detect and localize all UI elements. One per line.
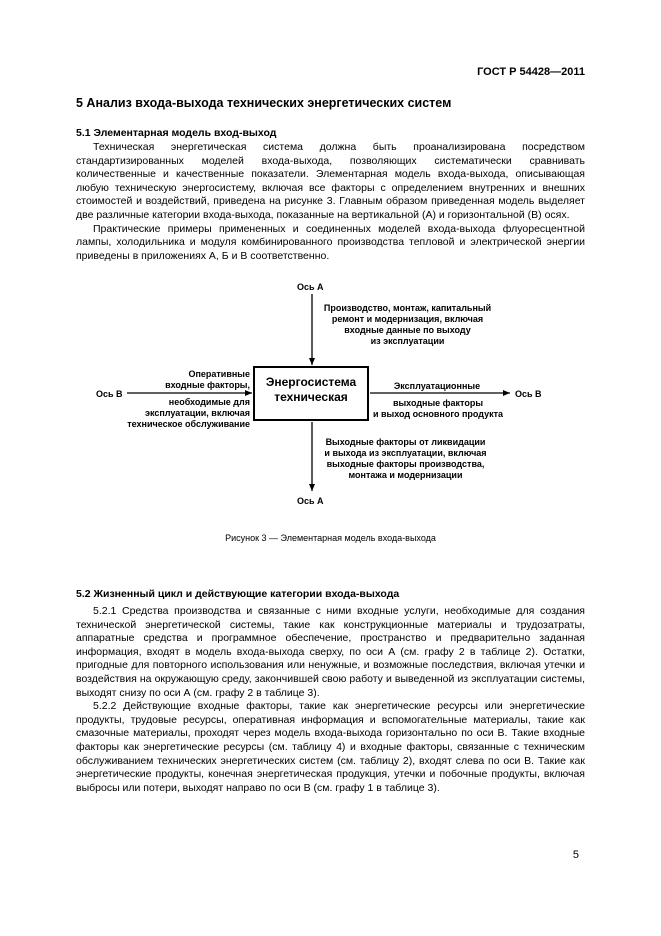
section-5-1-title: 5.1 Элементарная модель вход-выход xyxy=(76,127,277,139)
text-line: необходимые для xyxy=(168,397,250,407)
text-line: Производство, монтаж, капитальный xyxy=(323,303,492,313)
box-line-1: Энергосистема xyxy=(265,375,357,389)
text-line: Выходные факторы от ликвидации xyxy=(325,437,486,447)
axis-b-right-label: Ось В xyxy=(515,389,542,399)
left-inputs-text-upper xyxy=(122,369,250,391)
text-line: входные факторы, xyxy=(165,380,250,390)
text-line: и выход основного продукта xyxy=(372,409,504,419)
figure-caption: Рисунок 3 — Элементарная модель входа-выхода xyxy=(225,533,436,543)
section-5-title: 5 Анализ входа-выхода технических энергетических систем xyxy=(76,96,452,110)
text-line: и выхода из эксплуатации, включая xyxy=(324,448,487,458)
text-line: техническое обслуживание xyxy=(127,419,250,429)
axis-a-top-label: Ось А xyxy=(297,282,324,292)
text-line: из эксплуатации xyxy=(370,336,445,346)
axis-a-bottom-label: Ось А xyxy=(297,496,324,506)
box-line-2: техническая xyxy=(274,390,348,404)
text-line: монтажа и модернизации xyxy=(348,470,463,480)
energy-system-label xyxy=(254,375,368,405)
text-line: выходные факторы xyxy=(392,398,484,408)
paragraph: 5.2.1 Средства производства и связанные с ними входные услуги, необходимые для создания технической энергетической системы, такие как конструкционные материалы и трудозатраты, аппаратные средства и программное обеспечение, пространство и предварительно заданная информация, входят в модель входа-выхода сверху, по оси А (см. графу 2 в таблице 2). Остатки, пригодные для повторного использования или ненужные, и возможные последствия, включая утечки и воздействия на окружающую среду, закончившей свою работу и выведенной из эксплуатации системы, выходят снизу по оси А (см. графу 2 в таблице 3). xyxy=(76,605,585,699)
text-line: ремонт и модернизация, включая xyxy=(331,314,484,324)
text-line: эксплуатации, включая xyxy=(145,408,250,418)
text-line: Эксплуатационные xyxy=(393,381,481,391)
section-5-2-body xyxy=(76,605,585,795)
top-inputs-text xyxy=(320,303,495,347)
standard-number: ГОСТ Р 54428—2011 xyxy=(477,66,585,78)
bottom-outputs-text xyxy=(318,437,493,481)
paragraph: Техническая энергетическая система должна быть проанализирована посредством стандартизированных моделей входа-выхода, позволяющих систематически сравнивать количественные и качественные показатели. Элементарная модель входа-выхода, описывающая любую техническую энергосистему, включая все факторы с определением внутренних и внешних стоимостей и воздействий, приведена на рисунке 3. Главным образом приведенная модель выделяет две различные категории входа-выхода, показанные на вертикальной (А) и горизонтальной (В) осях. xyxy=(76,141,585,221)
text-line: выходные факторы производства, xyxy=(326,459,485,469)
paragraph: Практические примеры примененных и соединенных моделей входа-выхода флуоресцентной лампы, холодильника и модуля комбинированного производства тепловой и электрической энергии приведены в приложениях А, Б и В соответственно. xyxy=(76,222,585,262)
section-5-2-title: 5.2 Жизненный цикл и действующие категории входа-выхода xyxy=(76,588,400,600)
left-inputs-text-lower xyxy=(122,397,250,430)
paragraph: 5.2.2 Действующие входные факторы, такие как энергетические ресурсы или энергетические продукты, трудовые ресурсы, оперативная информация и вспомогательные материалы, такие как смазочные материалы, проходят через модель входа-выхода горизонтально по оси В. Такие входные факторы как энергетические ресурсы (см. таблицу 4) и входные факторы, связанные с техническим обслуживанием технических энергетических систем (см. таблицу 2), входят слева по оси В. Такие как энергетические продукты, конечная энергетическая продукция, утечки и побочные продукты, включая выбросы или потери, выходят направо по оси В (см. графу 1 в таблице 3). xyxy=(76,700,585,794)
text-line: входные данные по выходу xyxy=(344,325,471,335)
text-line: Оперативные xyxy=(188,369,250,379)
page-number: 5 xyxy=(572,849,579,861)
axis-b-left-label: Ось В xyxy=(96,389,123,399)
right-outputs-text-lower xyxy=(368,398,508,420)
right-outputs-text-upper xyxy=(372,381,502,392)
